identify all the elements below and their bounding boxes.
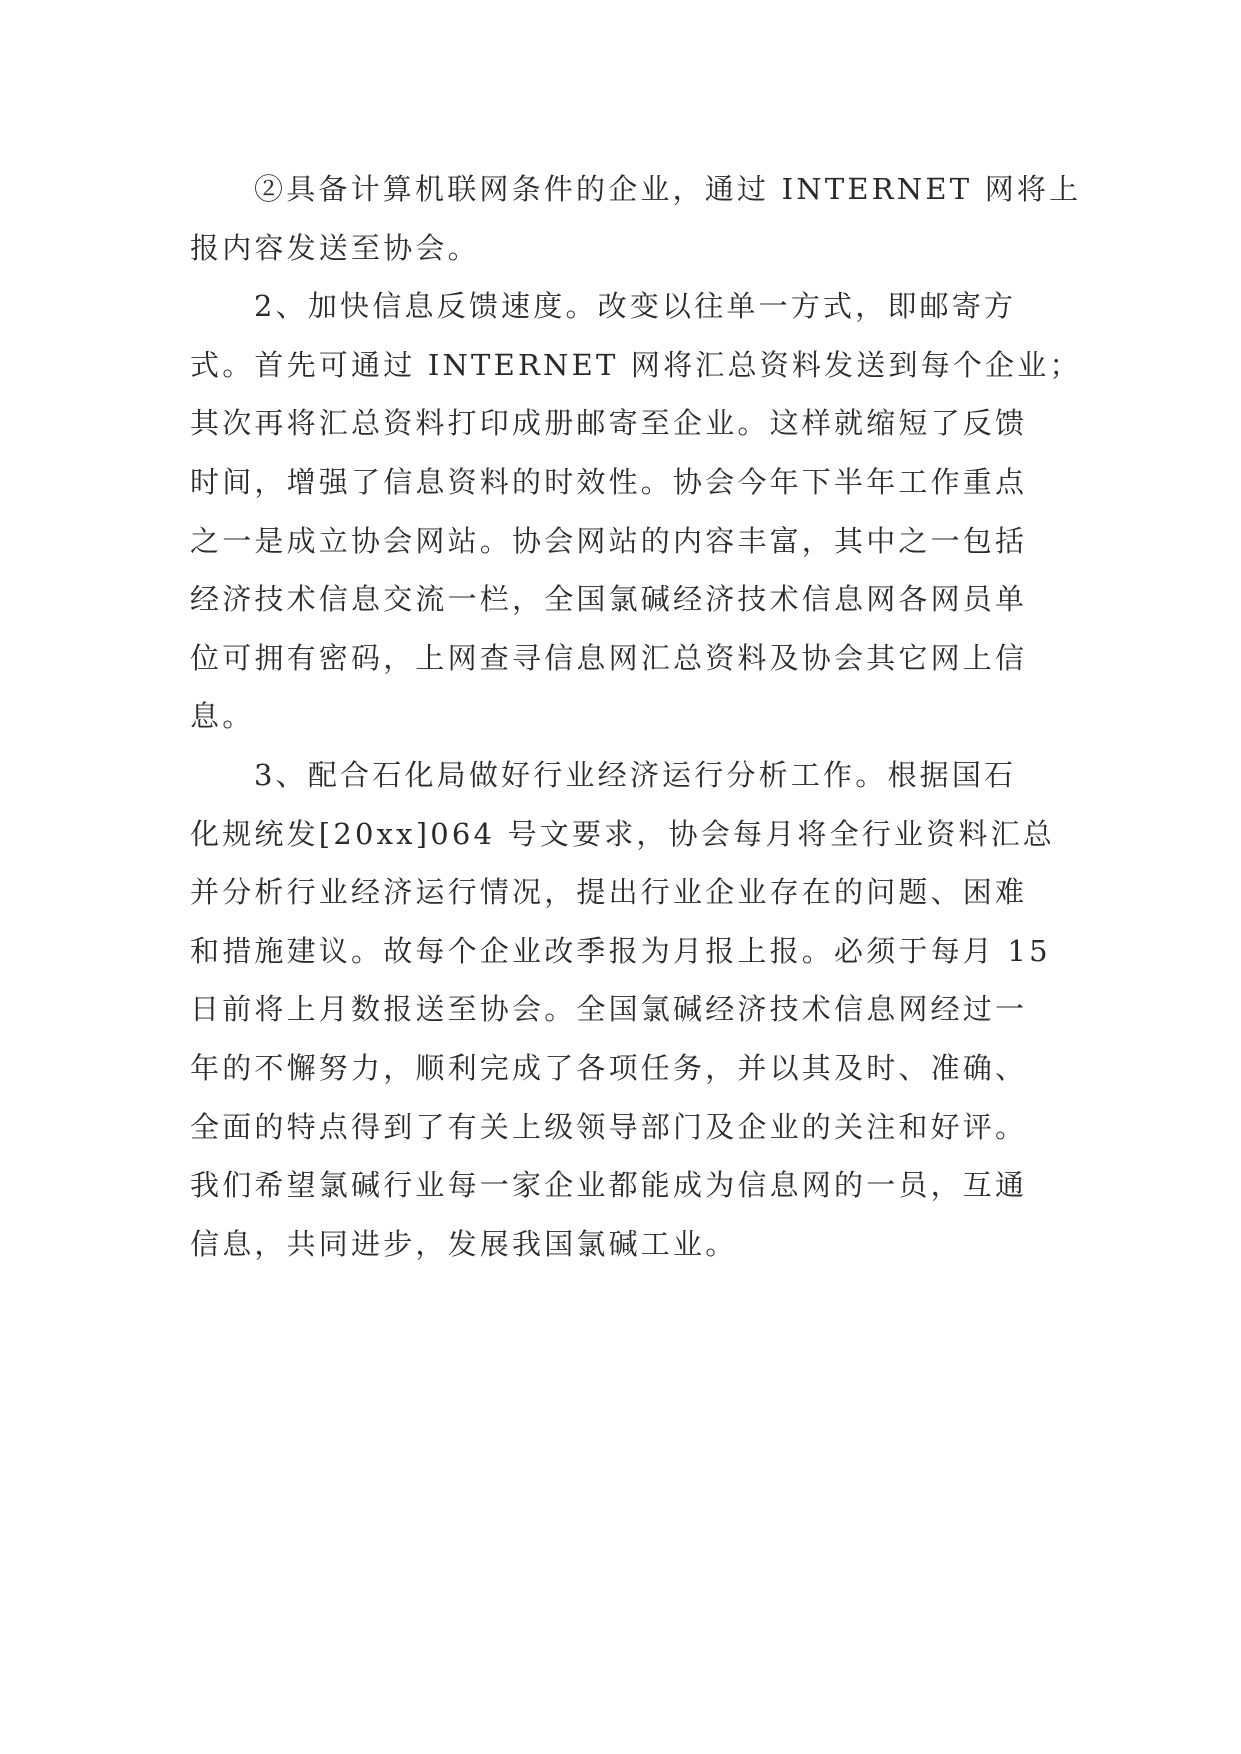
paragraph-3 bbox=[190, 746, 1060, 1273]
paragraph-line: 3、配合石化局做好行业经济运行分析工作。根据国石 bbox=[254, 757, 1017, 792]
paragraph-line: 并分析行业经济运行情况，提出行业企业存在的问题、困难 bbox=[190, 875, 1028, 910]
document-body bbox=[190, 160, 1082, 1273]
paragraph-line: 和措施建议。故每个企业改季报为月报上报。必须于每月 15 bbox=[190, 933, 1051, 968]
paragraph-line: 经济技术信息交流一栏，全国氯碱经济技术信息网各网员单 bbox=[190, 582, 1028, 617]
paragraph-line: 报内容发送至协会。 bbox=[190, 230, 480, 265]
paragraph-line: 位可拥有密码，上网查寻信息网汇总资料及协会其它网上信 bbox=[190, 640, 1028, 675]
paragraph-line: 年的不懈努力，顺利完成了各项任务，并以其及时、准确、 bbox=[190, 1050, 1028, 1085]
paragraph-line: 全面的特点得到了有关上级领导部门及企业的关注和好评。 bbox=[190, 1109, 1028, 1144]
paragraph-line: 化规统发[20xx]064 号文要求，协会每月将全行业资料汇总 bbox=[190, 816, 1056, 851]
paragraph-line: 我们希望氯碱行业每一家企业都能成为信息网的一员，互通 bbox=[190, 1168, 1028, 1203]
paragraph-line: 式。首先可通过 INTERNET 网将汇总资料发送到每个企业； bbox=[190, 347, 1082, 382]
paragraph-line: 2、加快信息反馈速度。改变以往单一方式，即邮寄方 bbox=[254, 289, 1017, 324]
paragraph-line: 其次再将汇总资料打印成册邮寄至企业。这样就缩短了反馈 bbox=[190, 406, 1028, 441]
paragraph-line: ②具备计算机联网条件的企业，通过 INTERNET 网将上 bbox=[254, 172, 1082, 206]
paragraph-line: 息。 bbox=[190, 699, 255, 734]
paragraph-line: 日前将上月数报送至协会。全国氯碱经济技术信息网经过一 bbox=[190, 992, 1028, 1027]
paragraph-1 bbox=[190, 160, 1082, 277]
paragraph-2 bbox=[190, 277, 1082, 746]
paragraph-line: 时间，增强了信息资料的时效性。协会今年下半年工作重点 bbox=[190, 464, 1028, 499]
paragraph-line: 之一是成立协会网站。协会网站的内容丰富，其中之一包括 bbox=[190, 523, 1028, 558]
paragraph-line: 信息，共同进步，发展我国氯碱工业。 bbox=[190, 1226, 738, 1261]
